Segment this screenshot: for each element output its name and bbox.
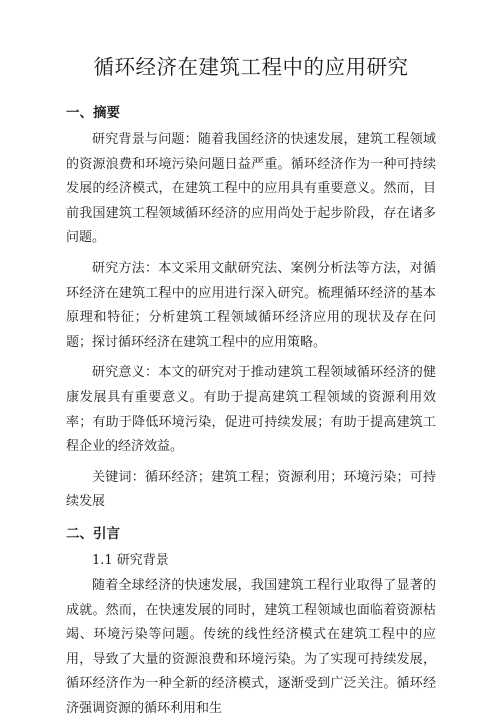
section-heading-abstract: 一、摘要 (66, 105, 120, 121)
paragraph-methods: 研究方法：本文采用文献研究法、案例分析法等方法，对循环经济在建筑工程中的应用进行深入研究。梳理循环经济的基本原理和特征；分析建筑工程领域循环经济应用的现状及存在问题；探讨循环经济在建筑工程中的应用策略。 (66, 260, 436, 350)
section-abstract (66, 102, 436, 515)
paragraph-intro-background: 随着全球经济的快速发展，我国建筑工程行业取得了显著的成就。然而，在快速发展的同时，建筑工程领域也面临着资源枯竭、环境污染等问题。传统的线性经济模式在建筑工程中的应用，导致了大量的资源浪费和环境污染。为了实现可持续发展，循环经济作为一种全新的经济模式，逐渐受到广泛关注。循环经济强调资源的循环利用和生 (66, 577, 436, 716)
paragraph-significance: 研究意义：本文的研究对于推动建筑工程领域循环经济的健康发展具有重要意义。有助于提高建筑工程领域的资源利用效率；有助于降低环境污染，促进可持续发展；有助于提高建筑工程企业的经济效益。 (66, 365, 436, 455)
paragraph-keywords: 关键词：循环经济；建筑工程；资源利用；环境污染；可持续发展 (66, 469, 436, 510)
subsection-heading-background: 1.1 研究背景 (92, 552, 169, 568)
section-introduction (66, 523, 436, 721)
paragraph-background: 研究背景与问题：随着我国经济的快速发展，建筑工程领域的资源浪费和环境污染问题日益严重。循环经济作为一种可持续发展的经济模式，在建筑工程中的应用具有重要意义。然而，目前我国建筑工程领域循环经济的应用尚处于起步阶段，存在诸多问题。 (66, 132, 436, 246)
section-heading-introduction: 二、引言 (66, 525, 120, 542)
document-title: 循环经济在建筑工程中的应用研究 (93, 55, 409, 79)
